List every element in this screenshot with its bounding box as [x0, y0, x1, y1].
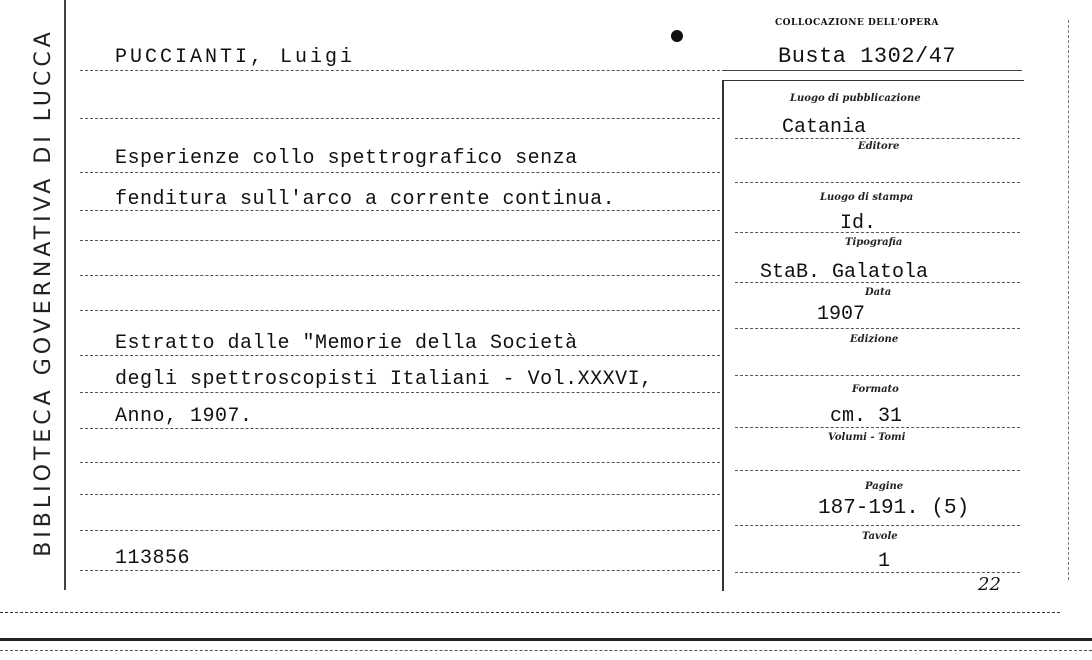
- rule: [735, 427, 1020, 428]
- title-line-1: Esperienze collo spettrografico senza: [115, 147, 578, 170]
- luogo-pubblicazione-label: Luogo di pubblicazione: [790, 93, 921, 104]
- rule: [80, 355, 720, 356]
- edizione-label: Edizione: [850, 334, 899, 345]
- rule: [80, 570, 720, 571]
- rule: [80, 240, 720, 241]
- rule: [735, 572, 1020, 573]
- luogo-stampa-value: Id.: [840, 212, 877, 235]
- volumi-label: Volumi - Tomi: [828, 432, 906, 443]
- luogo-stampa-label: Luogo di stampa: [820, 192, 914, 203]
- rule: [735, 375, 1020, 376]
- title-line-2: fenditura sull'arco a corrente continua.: [115, 188, 616, 211]
- note-line-3: Anno, 1907.: [115, 405, 253, 428]
- formato-value: cm. 31: [830, 405, 903, 428]
- pagine-label: Pagine: [865, 481, 904, 492]
- rule: [80, 392, 720, 393]
- rule: [735, 328, 1020, 329]
- formato-label: Formato: [852, 384, 899, 395]
- rule: [80, 172, 720, 173]
- rule: [80, 494, 720, 495]
- shelfmark-rule: [722, 70, 1022, 71]
- collocazione-header: COLLOCAZIONE DELL'OPERA: [775, 18, 939, 28]
- left-margin-line: [64, 0, 66, 590]
- inventory-number: 113856: [115, 547, 191, 570]
- right-edge-line: [1068, 20, 1069, 580]
- data-value: 1907: [817, 303, 866, 326]
- tavole-value: 1: [878, 550, 891, 573]
- scan-line: [0, 638, 1092, 641]
- editore-label: Editore: [858, 141, 900, 152]
- author-rule: [80, 70, 720, 71]
- rule: [80, 462, 720, 463]
- card-bottom-edge: [0, 612, 1060, 613]
- rule: [80, 118, 720, 119]
- data-label: Data: [865, 287, 892, 298]
- pagine-value: 187-191. (5): [818, 497, 970, 520]
- rule: [735, 182, 1020, 183]
- tipografia-value: StaB. Galatola: [760, 261, 929, 284]
- shelfmark: Busta 1302/47: [778, 44, 957, 69]
- library-label: BIBLIOTECA GOVERNATIVA DI LUCCA: [30, 28, 56, 557]
- rule: [735, 525, 1020, 526]
- rule: [80, 530, 720, 531]
- rule: [80, 210, 720, 211]
- rule: [735, 282, 1020, 283]
- author: PUCCIANTI, Luigi: [115, 46, 356, 69]
- note-line-1: Estratto dalle "Memorie della Società: [115, 332, 578, 355]
- handwritten-mark: 22: [978, 574, 1001, 595]
- note-line-2: degli spettroscopisti Italiani - Vol.XXXVI,: [115, 368, 653, 391]
- rule: [80, 275, 720, 276]
- rule: [735, 232, 1020, 233]
- punch-hole-dot: [671, 30, 683, 42]
- rule: [735, 470, 1020, 471]
- luogo-pubblicazione-value: Catania: [782, 116, 867, 139]
- rule: [80, 310, 720, 311]
- scan-line: [0, 650, 1092, 651]
- tavole-label: Tavole: [862, 531, 898, 542]
- rule: [735, 138, 1020, 139]
- tipografia-label: Tipografia: [845, 237, 903, 248]
- rule: [80, 428, 720, 429]
